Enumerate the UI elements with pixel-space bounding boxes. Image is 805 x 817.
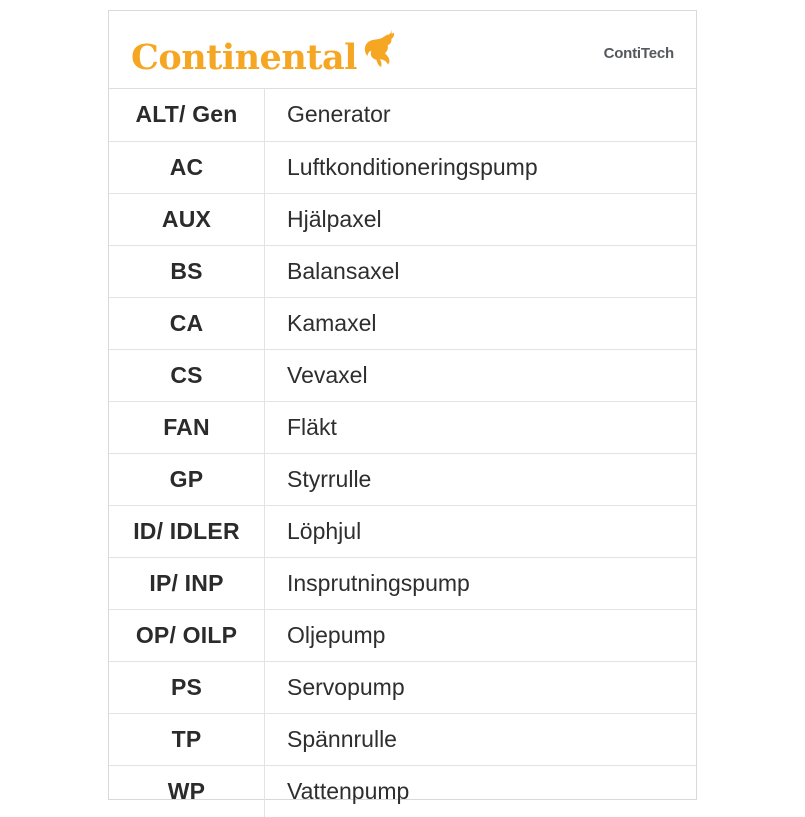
table-row — [109, 765, 696, 817]
abbr-description: Luftkonditioneringspump — [265, 141, 697, 193]
abbr-description: Kamaxel — [265, 297, 697, 349]
table-row — [109, 401, 696, 453]
brand-header — [109, 11, 696, 89]
table-row — [109, 609, 696, 661]
abbr-code: IP/ INP — [109, 557, 265, 609]
brand-wordmark: Continental — [131, 37, 357, 78]
abbr-description: Fläkt — [265, 401, 697, 453]
abbr-description: Insprutningspump — [265, 557, 697, 609]
abbr-code: TP — [109, 713, 265, 765]
table-row — [109, 661, 696, 713]
abbr-code: ID/ IDLER — [109, 505, 265, 557]
table-row — [109, 89, 696, 141]
abbr-description: Vevaxel — [265, 349, 697, 401]
sub-brand-label: ContiTech — [603, 45, 674, 62]
abbr-description: Balansaxel — [265, 245, 697, 297]
abbr-code: BS — [109, 245, 265, 297]
table-row — [109, 141, 696, 193]
table-row — [109, 193, 696, 245]
abbr-code: AC — [109, 141, 265, 193]
table-row — [109, 557, 696, 609]
table-row — [109, 297, 696, 349]
table-row — [109, 505, 696, 557]
table-row — [109, 453, 696, 505]
abbr-description: Hjälpaxel — [265, 193, 697, 245]
horse-logo-icon — [361, 28, 401, 73]
abbr-code: PS — [109, 661, 265, 713]
abbr-code: FAN — [109, 401, 265, 453]
abbr-code: GP — [109, 453, 265, 505]
abbr-code: OP/ OILP — [109, 609, 265, 661]
abbr-description: Vattenpump — [287, 777, 410, 804]
abbr-description: Generator — [265, 89, 697, 141]
table-row — [109, 713, 696, 765]
table-row — [109, 245, 696, 297]
table-row — [109, 349, 696, 401]
abbreviation-sheet — [108, 10, 697, 804]
abbr-description: Spännrulle — [265, 713, 697, 765]
abbr-description: Oljepump — [265, 609, 697, 661]
abbr-description: Styrrulle — [265, 453, 697, 505]
abbr-code: CS — [109, 349, 265, 401]
abbr-description: Löphjul — [265, 505, 697, 557]
abbr-description: Servopump — [265, 661, 697, 713]
abbreviation-table — [109, 89, 696, 817]
abbr-code: AUX — [109, 193, 265, 245]
continental-logo — [131, 28, 401, 78]
abbr-code: CA — [109, 297, 265, 349]
abbr-code: WP — [109, 765, 265, 817]
abbr-code: ALT/ Gen — [109, 89, 265, 141]
